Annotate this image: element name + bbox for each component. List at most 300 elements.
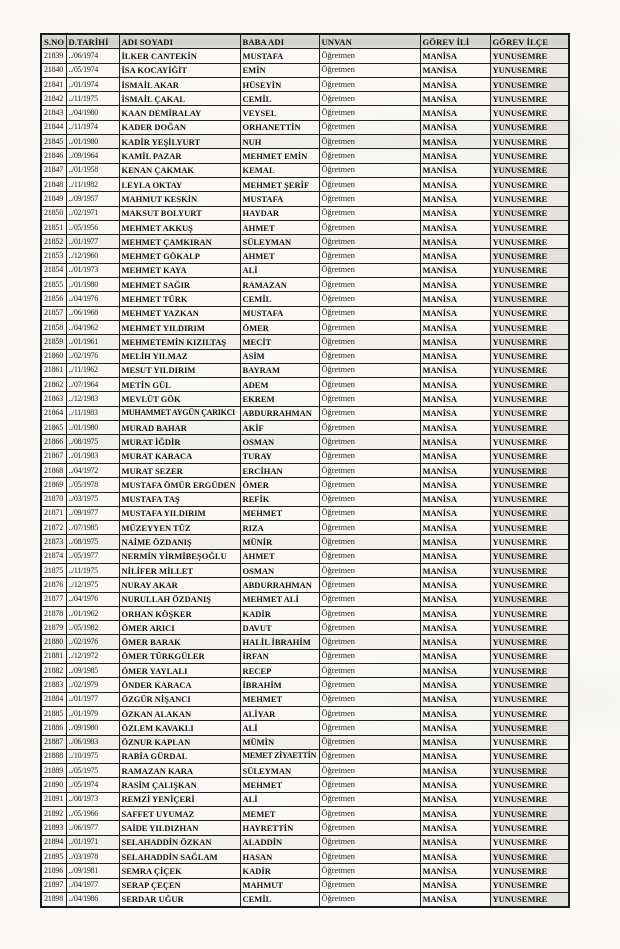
cell-duty-district: YUNUSEMRE [490, 892, 569, 907]
cell-name-surname: KADİR YEŞİLYURT [119, 135, 240, 149]
cell-sno: 21871 [41, 506, 66, 520]
cell-duty-district: YUNUSEMRE [490, 721, 569, 735]
table-row [41, 177, 569, 191]
cell-duty-district: YUNUSEMRE [490, 49, 569, 63]
cell-duty-district: YUNUSEMRE [490, 807, 569, 821]
cell-sno: 21872 [41, 521, 66, 535]
cell-birth-date: ../01/1961 [66, 335, 119, 349]
cell-title: Öğretmen [319, 621, 420, 635]
cell-sno: 21884 [41, 692, 66, 706]
cell-father-name: MÜNİR [240, 535, 319, 549]
cell-name-surname: NERMİN YİRMİBEŞOĞLU [119, 549, 240, 563]
cell-duty-province: MANİSA [420, 563, 490, 577]
table-row [41, 263, 569, 277]
cell-sno: 21885 [41, 706, 66, 720]
cell-duty-district: YUNUSEMRE [490, 206, 569, 220]
cell-title: Öğretmen [319, 606, 420, 620]
cell-duty-district: YUNUSEMRE [490, 878, 569, 892]
cell-birth-date: ../11/1975 [66, 563, 119, 577]
cell-duty-province: MANİSA [420, 521, 490, 535]
cell-father-name: MUSTAFA [240, 49, 319, 63]
cell-father-name: İRFAN [240, 649, 319, 663]
table-row [41, 764, 569, 778]
table-row [41, 392, 569, 406]
cell-sno: 21858 [41, 320, 66, 334]
cell-father-name: CEMİL [240, 292, 319, 306]
cell-birth-date: ../02/1976 [66, 635, 119, 649]
cell-sno: 21897 [41, 878, 66, 892]
cell-father-name: AHMET [240, 249, 319, 263]
cell-title: Öğretmen [319, 435, 420, 449]
cell-sno: 21893 [41, 821, 66, 835]
cell-father-name: KADİR [240, 864, 319, 878]
cell-name-surname: ÖMER BARAK [119, 635, 240, 649]
cell-birth-date: ../09/1957 [66, 192, 119, 206]
cell-duty-district: YUNUSEMRE [490, 92, 569, 106]
cell-duty-district: YUNUSEMRE [490, 135, 569, 149]
cell-name-surname: MEHMET KAYA [119, 263, 240, 277]
table-row [41, 249, 569, 263]
cell-sno: 21892 [41, 807, 66, 821]
column-header-unvan: UNVAN [319, 34, 420, 49]
cell-birth-date: ../08/1975 [66, 435, 119, 449]
cell-duty-province: MANİSA [420, 163, 490, 177]
cell-name-surname: MURAD BAHAR [119, 421, 240, 435]
cell-duty-district: YUNUSEMRE [490, 292, 569, 306]
cell-duty-province: MANİSA [420, 378, 490, 392]
cell-sno: 21869 [41, 478, 66, 492]
cell-title: Öğretmen [319, 92, 420, 106]
cell-title: Öğretmen [319, 878, 420, 892]
cell-father-name: ALİ [240, 792, 319, 806]
cell-duty-province: MANİSA [420, 821, 490, 835]
cell-sno: 21856 [41, 292, 66, 306]
cell-name-surname: SAFFET UYUMAZ [119, 807, 240, 821]
column-header-sno: S.NO [41, 34, 66, 49]
cell-birth-date: ../04/1980 [66, 106, 119, 120]
cell-duty-district: YUNUSEMRE [490, 478, 569, 492]
cell-duty-district: YUNUSEMRE [490, 392, 569, 406]
cell-duty-province: MANİSA [420, 778, 490, 792]
cell-sno: 21865 [41, 421, 66, 435]
column-header-gorev-ili: GÖREV İLİ [420, 34, 490, 49]
table-row [41, 306, 569, 320]
cell-father-name: AHMET [240, 549, 319, 563]
cell-name-surname: RASİM ÇALIŞKAN [119, 778, 240, 792]
table-row [41, 478, 569, 492]
cell-title: Öğretmen [319, 263, 420, 277]
cell-father-name: ORHANETTİN [240, 120, 319, 134]
cell-father-name: HASAN [240, 849, 319, 863]
cell-title: Öğretmen [319, 807, 420, 821]
cell-sno: 21890 [41, 778, 66, 792]
cell-title: Öğretmen [319, 664, 420, 678]
table-row [41, 92, 569, 106]
cell-duty-province: MANİSA [420, 807, 490, 821]
cell-name-surname: ÖZNUR KAPLAN [119, 735, 240, 749]
table-row [41, 578, 569, 592]
column-header-gorev-ilce: GÖREV İLÇE [490, 34, 569, 49]
cell-father-name: MEHMET ALİ [240, 592, 319, 606]
cell-father-name: EMİN [240, 63, 319, 77]
cell-name-surname: MEHMET YILDIRIM [119, 320, 240, 334]
cell-duty-province: MANİSA [420, 592, 490, 606]
cell-name-surname: MUSTAFA TAŞ [119, 492, 240, 506]
table-row [41, 106, 569, 120]
cell-duty-province: MANİSA [420, 335, 490, 349]
cell-name-surname: ÖNDER KARACA [119, 678, 240, 692]
cell-duty-district: YUNUSEMRE [490, 606, 569, 620]
cell-duty-district: YUNUSEMRE [490, 578, 569, 592]
cell-father-name: AHMET [240, 220, 319, 234]
cell-birth-date: ../10/1975 [66, 749, 119, 763]
cell-name-surname: SERDAR UĞUR [119, 892, 240, 907]
cell-sno: 21857 [41, 306, 66, 320]
cell-sno: 21855 [41, 278, 66, 292]
table-row [41, 349, 569, 363]
cell-duty-district: YUNUSEMRE [490, 678, 569, 692]
cell-father-name: HAYRETTİN [240, 821, 319, 835]
cell-name-surname: ÖMER TÜRKGÜLER [119, 649, 240, 663]
cell-name-surname: MUHAMMET AYGÜN ÇARIKCI [119, 406, 240, 420]
cell-father-name: OSMAN [240, 563, 319, 577]
cell-duty-district: YUNUSEMRE [490, 306, 569, 320]
cell-duty-district: YUNUSEMRE [490, 621, 569, 635]
cell-title: Öğretmen [319, 206, 420, 220]
cell-father-name: ALİ [240, 721, 319, 735]
cell-title: Öğretmen [319, 592, 420, 606]
table-body [41, 49, 569, 907]
cell-duty-district: YUNUSEMRE [490, 749, 569, 763]
cell-father-name: OSMAN [240, 435, 319, 449]
cell-father-name: SÜLEYMAN [240, 764, 319, 778]
cell-name-surname: MURAT İĞDİR [119, 435, 240, 449]
cell-birth-date: ../01/1980 [66, 278, 119, 292]
cell-duty-district: YUNUSEMRE [490, 421, 569, 435]
table-row [41, 892, 569, 907]
cell-duty-province: MANİSA [420, 892, 490, 907]
cell-title: Öğretmen [319, 49, 420, 63]
cell-sno: 21842 [41, 92, 66, 106]
table-row [41, 77, 569, 91]
cell-duty-province: MANİSA [420, 192, 490, 206]
cell-sno: 21866 [41, 435, 66, 449]
cell-name-surname: İSMAİL ÇAKAL [119, 92, 240, 106]
cell-sno: 21895 [41, 849, 66, 863]
cell-duty-district: YUNUSEMRE [490, 435, 569, 449]
cell-title: Öğretmen [319, 449, 420, 463]
cell-duty-district: YUNUSEMRE [490, 835, 569, 849]
cell-title: Öğretmen [319, 749, 420, 763]
cell-duty-district: YUNUSEMRE [490, 549, 569, 563]
cell-name-surname: NURULLAH ÖZDANIŞ [119, 592, 240, 606]
table-row [41, 292, 569, 306]
cell-title: Öğretmen [319, 892, 420, 907]
cell-father-name: TURAY [240, 449, 319, 463]
cell-title: Öğretmen [319, 77, 420, 91]
table-row [41, 435, 569, 449]
cell-sno: 21843 [41, 106, 66, 120]
cell-title: Öğretmen [319, 535, 420, 549]
cell-name-surname: SELAHADDİN ÖZKAN [119, 835, 240, 849]
cell-sno: 21863 [41, 392, 66, 406]
cell-birth-date: ../02/1979 [66, 678, 119, 692]
table-row [41, 606, 569, 620]
cell-duty-province: MANİSA [420, 120, 490, 134]
cell-birth-date: ../06/1968 [66, 306, 119, 320]
table-row [41, 749, 569, 763]
cell-name-surname: KAMİL PAZAR [119, 149, 240, 163]
table-row [41, 363, 569, 377]
cell-name-surname: MAHMUT KESKİN [119, 192, 240, 206]
cell-duty-district: YUNUSEMRE [490, 635, 569, 649]
cell-name-surname: MUSTAFA YILDIRIM [119, 506, 240, 520]
cell-name-surname: NURAY AKAR [119, 578, 240, 592]
cell-title: Öğretmen [319, 177, 420, 191]
cell-duty-province: MANİSA [420, 749, 490, 763]
cell-title: Öğretmen [319, 320, 420, 334]
cell-father-name: HÜSEYİN [240, 77, 319, 91]
cell-title: Öğretmen [319, 506, 420, 520]
header-row [41, 34, 569, 49]
cell-birth-date: ../02/1976 [66, 349, 119, 363]
cell-duty-province: MANİSA [420, 578, 490, 592]
cell-name-surname: İSMAİL AKAR [119, 77, 240, 91]
cell-father-name: ABDURRAHMAN [240, 406, 319, 420]
cell-name-surname: MESUT YILDIRIM [119, 363, 240, 377]
cell-name-surname: MEHMET AKKUŞ [119, 220, 240, 234]
cell-birth-date: ../11/1982 [66, 177, 119, 191]
cell-father-name: ALİ [240, 263, 319, 277]
cell-duty-province: MANİSA [420, 492, 490, 506]
cell-duty-district: YUNUSEMRE [490, 163, 569, 177]
table-row [41, 549, 569, 563]
cell-title: Öğretmen [319, 721, 420, 735]
cell-father-name: MEMET [240, 807, 319, 821]
cell-birth-date: ../05/1977 [66, 549, 119, 563]
table-row [41, 721, 569, 735]
cell-title: Öğretmen [319, 849, 420, 863]
cell-birth-date: ../01/1979 [66, 706, 119, 720]
cell-duty-district: YUNUSEMRE [490, 821, 569, 835]
cell-birth-date: ../01/1971 [66, 835, 119, 849]
table-row [41, 235, 569, 249]
table-row [41, 521, 569, 535]
cell-title: Öğretmen [319, 235, 420, 249]
cell-title: Öğretmen [319, 363, 420, 377]
cell-father-name: HALİL İBRAHİM [240, 635, 319, 649]
cell-name-surname: MÜZEYYEN TÜZ [119, 521, 240, 535]
cell-sno: 21844 [41, 120, 66, 134]
cell-duty-district: YUNUSEMRE [490, 521, 569, 535]
cell-sno: 21839 [41, 49, 66, 63]
table-row [41, 206, 569, 220]
cell-birth-date: ../06/1974 [66, 49, 119, 63]
cell-duty-district: YUNUSEMRE [490, 592, 569, 606]
cell-title: Öğretmen [319, 692, 420, 706]
cell-duty-province: MANİSA [420, 664, 490, 678]
table-row [41, 692, 569, 706]
cell-sno: 21896 [41, 864, 66, 878]
cell-duty-district: YUNUSEMRE [490, 278, 569, 292]
cell-sno: 21898 [41, 892, 66, 907]
cell-duty-province: MANİSA [420, 706, 490, 720]
cell-duty-province: MANİSA [420, 721, 490, 735]
cell-duty-province: MANİSA [420, 478, 490, 492]
cell-father-name: ALADDİN [240, 835, 319, 849]
table-row [41, 664, 569, 678]
cell-name-surname: MEVLÜT GÖK [119, 392, 240, 406]
cell-name-surname: KENAN ÇAKMAK [119, 163, 240, 177]
cell-title: Öğretmen [319, 864, 420, 878]
cell-father-name: MEHMET EMİN [240, 149, 319, 163]
cell-sno: 21874 [41, 549, 66, 563]
cell-birth-date: ../08/1973 [66, 792, 119, 806]
cell-father-name: MAHMUT [240, 878, 319, 892]
cell-duty-district: YUNUSEMRE [490, 664, 569, 678]
table-row [41, 149, 569, 163]
table-row [41, 678, 569, 692]
cell-birth-date: ../01/1973 [66, 263, 119, 277]
cell-sno: 21852 [41, 235, 66, 249]
cell-father-name: MECİT [240, 335, 319, 349]
cell-duty-district: YUNUSEMRE [490, 320, 569, 334]
cell-title: Öğretmen [319, 421, 420, 435]
cell-birth-date: ../09/1981 [66, 864, 119, 878]
cell-birth-date: ../07/1985 [66, 521, 119, 535]
cell-birth-date: ../11/1983 [66, 406, 119, 420]
cell-duty-district: YUNUSEMRE [490, 563, 569, 577]
cell-birth-date: ../04/1976 [66, 292, 119, 306]
table-row [41, 220, 569, 234]
cell-duty-province: MANİSA [420, 549, 490, 563]
cell-duty-district: YUNUSEMRE [490, 535, 569, 549]
table-row [41, 635, 569, 649]
cell-birth-date: ../01/1977 [66, 235, 119, 249]
cell-father-name: RIZA [240, 521, 319, 535]
cell-sno: 21875 [41, 563, 66, 577]
table-row [41, 864, 569, 878]
table-row [41, 278, 569, 292]
cell-name-surname: MEHMET TÜRK [119, 292, 240, 306]
cell-birth-date: ../01/1974 [66, 77, 119, 91]
cell-title: Öğretmen [319, 63, 420, 77]
cell-duty-district: YUNUSEMRE [490, 363, 569, 377]
cell-duty-province: MANİSA [420, 106, 490, 120]
table-row [41, 135, 569, 149]
table-row [41, 706, 569, 720]
cell-title: Öğretmen [319, 135, 420, 149]
cell-name-surname: ORHAN KÖŞKER [119, 606, 240, 620]
cell-birth-date: ../05/1982 [66, 621, 119, 635]
cell-sno: 21845 [41, 135, 66, 149]
cell-title: Öğretmen [319, 835, 420, 849]
cell-duty-district: YUNUSEMRE [490, 192, 569, 206]
cell-title: Öğretmen [319, 735, 420, 749]
cell-father-name: ÖMER [240, 320, 319, 334]
table-row [41, 449, 569, 463]
cell-duty-province: MANİSA [420, 135, 490, 149]
cell-birth-date: ../09/1985 [66, 664, 119, 678]
cell-father-name: BAYRAM [240, 363, 319, 377]
cell-father-name: MUSTAFA [240, 192, 319, 206]
table-row [41, 335, 569, 349]
cell-duty-province: MANİSA [420, 692, 490, 706]
cell-birth-date: ../09/1977 [66, 506, 119, 520]
cell-sno: 21846 [41, 149, 66, 163]
cell-duty-province: MANİSA [420, 92, 490, 106]
cell-name-surname: MEHMET SAĞIR [119, 278, 240, 292]
cell-duty-province: MANİSA [420, 392, 490, 406]
table-header [41, 34, 569, 49]
cell-birth-date: ../01/1983 [66, 449, 119, 463]
cell-duty-district: YUNUSEMRE [490, 63, 569, 77]
cell-duty-district: YUNUSEMRE [490, 864, 569, 878]
cell-name-surname: NAİME ÖZDANIŞ [119, 535, 240, 549]
cell-title: Öğretmen [319, 120, 420, 134]
cell-birth-date: ../04/1962 [66, 320, 119, 334]
cell-birth-date: ../05/1974 [66, 778, 119, 792]
cell-father-name: ALİYAR [240, 706, 319, 720]
cell-title: Öğretmen [319, 792, 420, 806]
cell-name-surname: RABİA GÜRDAL [119, 749, 240, 763]
cell-sno: 21848 [41, 177, 66, 191]
cell-title: Öğretmen [319, 778, 420, 792]
cell-birth-date: ../01/1977 [66, 692, 119, 706]
cell-title: Öğretmen [319, 406, 420, 420]
cell-duty-district: YUNUSEMRE [490, 849, 569, 863]
table-row [41, 878, 569, 892]
table-row [41, 378, 569, 392]
table-row [41, 320, 569, 334]
cell-sno: 21891 [41, 792, 66, 806]
cell-duty-province: MANİSA [420, 320, 490, 334]
cell-duty-province: MANİSA [420, 77, 490, 91]
cell-sno: 21861 [41, 363, 66, 377]
table-row [41, 621, 569, 635]
table-row [41, 649, 569, 663]
cell-father-name: NUH [240, 135, 319, 149]
cell-sno: 21850 [41, 206, 66, 220]
cell-name-surname: ÖMER YAYLALI [119, 664, 240, 678]
cell-birth-date: ../05/1975 [66, 764, 119, 778]
cell-birth-date: ../04/1986 [66, 892, 119, 907]
cell-title: Öğretmen [319, 335, 420, 349]
cell-duty-province: MANİSA [420, 263, 490, 277]
cell-father-name: SÜLEYMAN [240, 235, 319, 249]
cell-birth-date: ../09/1980 [66, 721, 119, 735]
table-row [41, 778, 569, 792]
cell-title: Öğretmen [319, 249, 420, 263]
cell-birth-date: ../12/1975 [66, 578, 119, 592]
cell-sno: 21877 [41, 592, 66, 606]
cell-name-surname: MURAT SEZER [119, 463, 240, 477]
cell-birth-date: ../12/1960 [66, 249, 119, 263]
table-row [41, 592, 569, 606]
cell-name-surname: RAMAZAN KARA [119, 764, 240, 778]
cell-duty-province: MANİSA [420, 435, 490, 449]
cell-duty-province: MANİSA [420, 249, 490, 263]
cell-duty-district: YUNUSEMRE [490, 735, 569, 749]
cell-birth-date: ../03/1975 [66, 492, 119, 506]
cell-duty-district: YUNUSEMRE [490, 463, 569, 477]
cell-father-name: RAMAZAN [240, 278, 319, 292]
cell-birth-date: ../12/1983 [66, 392, 119, 406]
cell-duty-province: MANİSA [420, 735, 490, 749]
cell-sno: 21879 [41, 621, 66, 635]
cell-name-surname: SAİDE YILDIZHAN [119, 821, 240, 835]
cell-sno: 21840 [41, 63, 66, 77]
